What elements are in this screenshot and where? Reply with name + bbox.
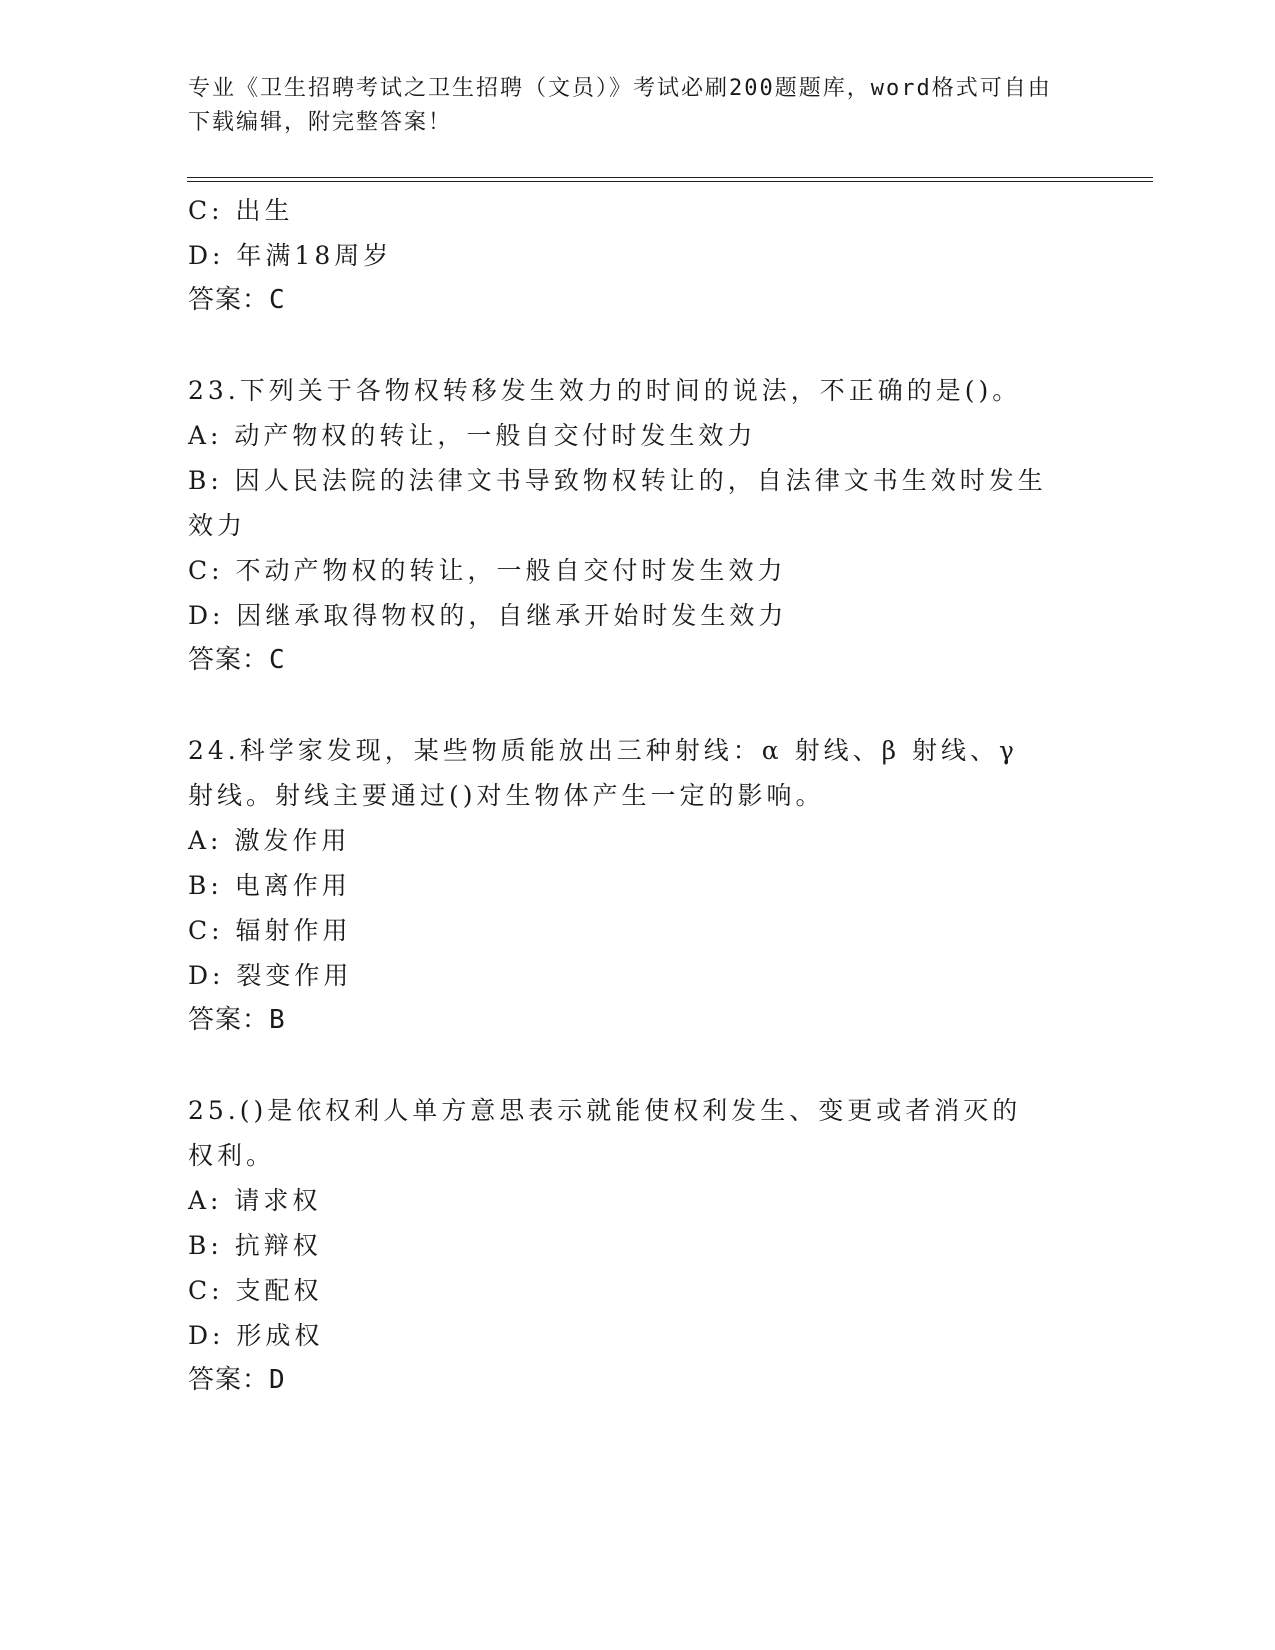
option-b: B: 抗辩权: [188, 1231, 322, 1260]
question-stem: 24.科学家发现，某些物质能放出三种射线：α 射线、β 射线、γ 射线。射线主要通过()对生物体产生一定的影响。: [188, 736, 1018, 810]
option-c: C: 支配权: [188, 1276, 323, 1305]
question-24: [188, 728, 1088, 1043]
option-d: D: 年满18周岁: [188, 241, 393, 270]
option-b: B: 因人民法院的法律文书导致物权转让的，自法律文书生效时发生效力: [188, 466, 1047, 540]
option-b: B: 电离作用: [188, 871, 351, 900]
answer-label: 答案：: [188, 1365, 270, 1395]
header-divider-bottom: [187, 181, 1153, 182]
question-list: [188, 188, 1088, 1403]
question-25: [188, 1088, 1088, 1403]
answer-line: [188, 998, 1088, 1043]
option-d: D: 裂变作用: [188, 961, 353, 990]
answer-line: [188, 1358, 1088, 1403]
answer-value: C: [269, 285, 286, 315]
answer-value: B: [269, 1005, 286, 1035]
question-22-tail: [188, 188, 1088, 323]
question-stem: 25.()是依权利人单方意思表示就能使权利发生、变更或者消灭的权利。: [188, 1096, 1022, 1170]
option-d: D: 因继承取得物权的，自继承开始时发生效力: [188, 601, 788, 630]
option-a: A: 动产物权的转让，一般自交付时发生效力: [188, 421, 757, 450]
option-c: C: 不动产物权的转让，一般自交付时发生效力: [188, 556, 787, 585]
answer-line: [188, 638, 1088, 683]
option-a: A: 激发作用: [188, 826, 351, 855]
option-a: A: 请求权: [188, 1186, 322, 1215]
answer-label: 答案：: [188, 1005, 270, 1035]
header-divider-top: [187, 177, 1153, 178]
option-c: C: 出生: [188, 196, 294, 225]
question-23: [188, 368, 1088, 683]
answer-line: [188, 278, 1088, 323]
answer-value: D: [269, 1365, 286, 1395]
option-c: C: 辐射作用: [188, 916, 352, 945]
answer-label: 答案：: [188, 285, 270, 315]
question-stem: 23.下列关于各物权转移发生效力的时间的说法，不正确的是()。: [188, 376, 1022, 405]
option-d: D: 形成权: [188, 1321, 324, 1350]
document-header: 专业《卫生招聘考试之卫生招聘（文员）》考试必刷200题题库，word格式可自由下载编辑，附完整答案！: [188, 76, 1052, 135]
answer-label: 答案：: [188, 645, 270, 675]
answer-value: C: [269, 645, 286, 675]
